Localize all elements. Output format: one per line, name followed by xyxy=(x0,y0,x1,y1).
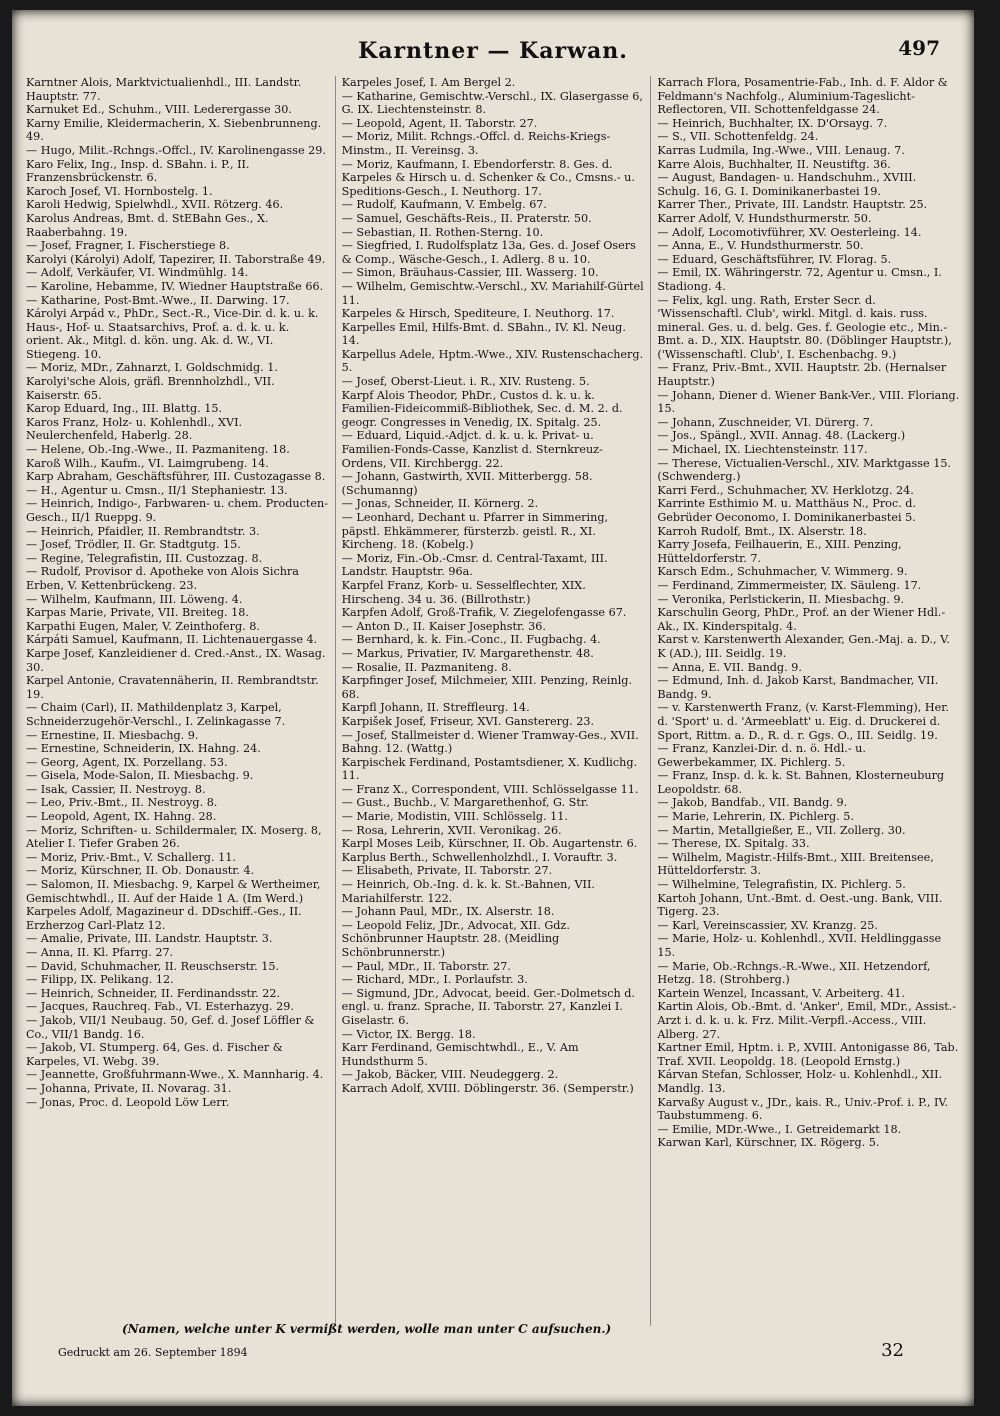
directory-entry: — Leonhard, Dechant u. Pfarrer in Simmering, päpstl. Ehkämmerer, fürsterzb. geistl. R., XI. Kircheng. 18. (Kobelg.) xyxy=(341,511,609,552)
directory-entry: — Marie, Ob.-Rchngs.-R.-Wwe., XII. Hetzendorf, Hetzg. 18. (Strohberg.) xyxy=(657,959,931,987)
directory-entry: — Karoline, Hebamme, IV. Wiedner Hauptstraße 66. xyxy=(26,279,324,293)
directory-entry: Karpas Marie, Private, VII. Breiteg. 18. xyxy=(26,606,249,620)
column-3 xyxy=(651,76,966,1326)
directory-entry: — Rosalie, II. Pazmaniteng. 8. xyxy=(341,660,512,674)
directory-entry: Karpeles & Hirsch, Spediteure, I. Neuthorg. 17. xyxy=(341,307,615,321)
directory-entry: — Jakob, Bäcker, VIII. Neudeggerg. 2. xyxy=(341,1068,559,1082)
directory-entry: — Veronika, Perlstickerin, II. Miesbachg. 9. xyxy=(657,592,905,606)
directory-entry: Karpischek Ferdinand, Postamtsdiener, X. Kudlichg. 11. xyxy=(341,755,638,783)
directory-entry: — Josef, Trödler, II. Gr. Stadtgutg. 15. xyxy=(26,538,241,552)
print-date: Gedruckt am 26. September 1894 xyxy=(58,1346,248,1359)
directory-entry: — Marie, Holz- u. Kohlenhdl., XVII. Heldlinggasse 15. xyxy=(657,932,942,959)
directory-entry: — Johann, Diener d. Wiener Bank-Ver., VIII. Floriang. 15. xyxy=(657,388,960,416)
directory-entry: — Franz, Kanzlei-Dir. d. n. ö. Hdl.- u. Gewerbekammer, IX. Pichlerg. 5. xyxy=(657,742,866,769)
directory-entry: Karpf Alois Theodor, PhDr., Custos d. k. u. k. Familien-Fideicommiß-Bibliothek, Sec. d. M. 2. d. geogr. Congresses in Venedig, IX. Spitalg. 25. xyxy=(341,388,623,429)
directory-entry: — v. Karstenwerth Franz, (v. Karst-Flemming), Her. d. 'Sport' u. d. 'Armeeblatt' u. Eig. d. Druckerei d. Sport, Rittm. a. D., R. d. r. Ggs. O., III. Seidlg. 19. xyxy=(657,701,949,742)
directory-entry: — Regine, Telegrafistin, III. Custozzag. 8. xyxy=(26,551,263,565)
directory-entry: — Heinrich, Ob.-Ing. d. k. k. St.-Bahnen, VII. Mariahilferstr. 122. xyxy=(341,878,595,905)
directory-entry: Karroh Rudolf, Bmt., IX. Alserstr. 18. xyxy=(657,524,867,538)
directory-entry: — Jos., Spängl., XVII. Annag. 48. (Lackerg.) xyxy=(657,429,906,443)
directory-entry: — Michael, IX. Liechtensteinstr. 117. xyxy=(657,443,868,457)
directory-entry: — Josef, Fragner, I. Fischerstiege 8. xyxy=(26,239,230,253)
directory-entry: Kárpáti Samuel, Kaufmann, II. Lichtenauergasse 4. xyxy=(26,633,318,647)
directory-entry: Karpišek Josef, Friseur, XVI. Ganstererg. 23. xyxy=(341,714,595,728)
directory-entry: — Bernhard, k. k. Fin.-Conc., II. Fugbachg. 4. xyxy=(341,633,601,647)
page-number: 497 xyxy=(898,36,940,60)
directory-entry: Karpathi Eugen, Maler, V. Zeinthoferg. 8. xyxy=(26,619,260,633)
directory-entry: Karpelles Emil, Hilfs-Bmt. d. SBahn., IV. Kl. Neug. 14. xyxy=(341,320,626,348)
page-header xyxy=(12,38,974,78)
directory-entry: Karpfen Adolf, Groß-Trafik, V. Ziegelofengasse 67. xyxy=(341,606,627,620)
directory-entry: Kartein Wenzel, Incassant, V. Arbeiterg. 41. xyxy=(657,986,905,1000)
directory-entry: — Wilhelm, Kaufmann, III. Löweng. 4. xyxy=(26,592,243,606)
directory-entry: Karo Felix, Ing., Insp. d. SBahn. i. P., II. Franzensbrückenstr. 6. xyxy=(26,157,250,185)
directory-entry: Karschulin Georg, PhDr., Prof. an der Wiener Hdl.-Ak., IX. Kinderspitalg. 4. xyxy=(657,606,946,633)
directory-entry: Karpeles Josef, I. Am Bergel 2. xyxy=(341,76,516,89)
directory-entry: Karntner Alois, Marktvictualienhdl., III. Landstr. Hauptstr. 77. xyxy=(26,76,302,103)
directory-entry: — Victor, IX. Bergg. 18. xyxy=(341,1027,476,1041)
directory-entry: Karpfl Johann, II. Streffleurg. 14. xyxy=(341,701,530,715)
directory-entry: Karnuket Ed., Schuhm., VIII. Lederergasse 30. xyxy=(26,103,292,117)
directory-entry: — Salomon, II. Miesbachg. 9, Karpel & Wertheimer, Gemischtwhdl., II. Auf der Haide 1 A. (Im Werd.) xyxy=(26,878,321,905)
page-footer xyxy=(12,1306,974,1366)
directory-entry: Kartoh Johann, Unt.-Bmt. d. Oest.-ung. Bank, VIII. Tigerg. 23. xyxy=(657,891,943,919)
directory-entry: — Paul, MDr., II. Taborstr. 27. xyxy=(341,959,511,973)
sheet-number: 32 xyxy=(881,1340,904,1361)
directory-entry: Karny Emilie, Kleidermacherin, X. Siebenbrunneng. 49. xyxy=(26,116,322,144)
directory-entry: — Wilhelm, Gemischtw.-Verschl., XV. Mariahilf-Gürtel 11. xyxy=(341,279,644,307)
directory-entry: — Wilhelm, Magistr.-Hilfs-Bmt., XIII. Breitensee, Hütteldorferstr. 3. xyxy=(657,850,934,878)
directory-entry: — Filipp, IX. Pelikang. 12. xyxy=(26,973,174,987)
directory-entry: — Jeannette, Großfuhrmann-Wwe., X. Mannharig. 4. xyxy=(26,1068,324,1082)
directory-entry: — Anna, II. Kl. Pfarrg. 27. xyxy=(26,946,174,959)
directory-entry: — Rudolf, Kaufmann, V. Embelg. 67. xyxy=(341,198,547,212)
directory-entry: — Therese, IX. Spitalg. 33. xyxy=(657,837,810,851)
directory-entry: Karolyi'sche Alois, gräfl. Brennholzhdl., VII. Kaiserstr. 65. xyxy=(26,375,275,402)
directory-entry: — Adolf, Verkäufer, VI. Windmühlg. 14. xyxy=(26,266,249,280)
directory-entry: — Jakob, VI. Stumperg. 64, Ges. d. Fischer & Karpeles, VI. Webg. 39. xyxy=(26,1041,283,1068)
directory-entry: — Ernestine, II. Miesbachg. 9. xyxy=(26,728,199,742)
directory-entry: — S., VII. Schottenfeldg. 24. xyxy=(657,130,819,144)
directory-entry: — Karl, Vereinscassier, XV. Kranzg. 25. xyxy=(657,918,878,932)
directory-entry: — Jakob, VII/1 Neubaug. 50, Gef. d. Josef Löffler & Co., VII/1 Bandg. 16. xyxy=(26,1013,315,1041)
directory-entry: Karry Josefa, Feilhauerin, E., XIII. Penzing, Hütteldorferstr. 7. xyxy=(657,538,902,565)
column-2 xyxy=(336,76,652,1326)
directory-entry: Karrach Adolf, XVIII. Döblingerstr. 36. (Semperstr.) xyxy=(341,1081,634,1095)
directory-entry: Karos Franz, Holz- u. Kohlenhdl., XVI. Neulerchenfeld, Haberlg. 28. xyxy=(26,415,243,443)
directory-entry: — Sebastian, II. Rothen-Sterng. 10. xyxy=(341,225,544,239)
directory-entry: Karst v. Karstenwerth Alexander, Gen.-Maj. a. D., V. K (AD.), III. Seidlg. 19. xyxy=(657,633,950,660)
directory-entry: — Amalie, Private, III. Landstr. Hauptstr. 3. xyxy=(26,932,273,946)
directory-entry: — Rosa, Lehrerin, XVII. Veronikag. 26. xyxy=(341,823,562,837)
directory-entry: — Helene, Ob.-Ing.-Wwe., II. Pazmaniteng. 18. xyxy=(26,443,290,457)
directory-entry: Karop Eduard, Ing., III. Blattg. 15. xyxy=(26,402,223,416)
directory-columns xyxy=(20,76,966,1326)
directory-entry: — Rudolf, Provisor d. Apotheke von Alois Sichra Erben, V. Kettenbrückeng. 23. xyxy=(26,565,299,592)
directory-entry: — Jonas, Schneider, II. Körnerg. 2. xyxy=(341,497,539,511)
page-title: Karntner — Karwan. xyxy=(358,38,628,64)
directory-entry: — August, Bandagen- u. Handschuhm., XVIII. Schulg. 16, G. I. Dominikanerbastei 19. xyxy=(657,171,917,198)
directory-entry: — Eduard, Liquid.-Adjct. d. k. u. k. Privat- u. Familien-Fonds-Casse, Kanzlist d. Sternkreuz-Ordens, VII. Kirchbergg. 22. xyxy=(341,429,603,470)
directory-entry: — Hugo, Milit.-Rchngs.-Offcl., IV. Karolinengasse 29. xyxy=(26,143,326,157)
directory-entry: — Elisabeth, Private, II. Taborstr. 27. xyxy=(341,864,553,878)
directory-entry: — Gust., Buchb., V. Margarethenhof, G. Str. xyxy=(341,796,589,810)
directory-entry: — Johanna, Private, II. Novarag. 31. xyxy=(26,1081,232,1095)
directory-entry: — Marie, Modistin, VIII. Schlösselg. 11. xyxy=(341,810,568,824)
directory-entry: Kárvan Stefan, Schlosser, Holz- u. Kohlenhdl., XII. Mandlg. 13. xyxy=(657,1068,943,1095)
directory-entry: — Katharine, Post-Bmt.-Wwe., II. Darwing. 17. xyxy=(26,293,290,307)
directory-entry: Karrach Flora, Posamentrie-Fab., Inh. d. F. Aldor & Feldmann's Nachfolg., Aluminium-Tageslicht-Reflectoren, VII. Schottenfeldgasse 24. xyxy=(657,76,948,117)
directory-entry: Karrinte Esthimio M. u. Matthäus N., Proc. d. Gebrüder Oeconomo, I. Dominikanerbastei 5. xyxy=(657,497,917,524)
directory-entry: Karri Ferd., Schuhmacher, XV. Herklotzg. 24. xyxy=(657,483,914,497)
directory-entry: Károlyi Arpád v., PhDr., Sect.-R., Vice-Dir. d. k. u. k. Haus-, Hof- u. Staatsarchivs, Prof. a. d. k. u. k. orient. Ak., Mitgl. d. kön. ung. Ak. d. W., VI. Stiegeng. 10. xyxy=(26,307,319,361)
directory-entry: — Samuel, Geschäfts-Reis., II. Praterstr. 50. xyxy=(341,211,592,225)
directory-entry: — Leo, Priv.-Bmt., II. Nestroyg. 8. xyxy=(26,796,218,810)
directory-entry: Karoli Hedwig, Spielwhdl., XVII. Rötzerg. 46. xyxy=(26,198,284,212)
directory-entry: Karp Abraham, Geschäftsführer, III. Custozagasse 8. xyxy=(26,470,326,484)
directory-entry: Karpfinger Josef, Milchmeier, XIII. Penzing, Reinlg. 68. xyxy=(341,674,632,701)
directory-entry: Karras Ludmila, Ing.-Wwe., VIII. Lenaug. 7. xyxy=(657,143,905,157)
directory-entry: — Franz X., Correspondent, VIII. Schlösselgasse 11. xyxy=(341,782,639,796)
directory-entry: — Martin, Metallgießer, E., VII. Zollerg. 30. xyxy=(657,823,906,837)
directory-entry: — Therese, Victualien-Verschl., XIV. Marktgasse 15. (Schwenderg.) xyxy=(657,456,951,484)
directory-entry: — Johann, Gastwirth, XVII. Mitterbergg. 58. (Schumanng) xyxy=(341,470,593,497)
directory-entry: Karoch Josef, VI. Hornbostelg. 1. xyxy=(26,184,213,198)
directory-entry: Karre Alois, Buchhalter, II. Neustiftg. 36. xyxy=(657,157,891,171)
directory-entry: Karolyi (Károlyi) Adolf, Tapezirer, II. Taborstraße 49. xyxy=(26,252,326,266)
directory-entry: — Ernestine, Schneiderin, IX. Hahng. 24. xyxy=(26,742,261,756)
directory-entry: — Siegfried, I. Rudolfsplatz 13a, Ges. d. Josef Osers & Comp., Wäsche-Gesch., I. Adlerg. 8 u. 10. xyxy=(341,239,636,266)
directory-entry: — Moriz, Priv.-Bmt., V. Schallerg. 11. xyxy=(26,850,236,864)
directory-entry: — Moriz, Fin.-Ob.-Cmsr. d. Central-Taxamt, III. Landstr. Hauptstr. 96a. xyxy=(341,551,608,579)
directory-entry: — Richard, MDr., I. Porlaufstr. 3. xyxy=(341,973,528,987)
directory-entry: — Jakob, Bandfab., VII. Bandg. 9. xyxy=(657,796,848,810)
directory-entry: — Simon, Bräuhaus-Cassier, III. Wasserg. 10. xyxy=(341,266,599,280)
directory-entry: Kartin Alois, Ob.-Bmt. d. 'Anker', Emil, MDr., Assist.-Arzt i. d. k. u. k. Frz. Milit.-Verpfl.-Access., VIII. Alberg. 27. xyxy=(657,1000,957,1041)
directory-entry: Karplus Berth., Schwellenholzhdl., I. Vorauftr. 3. xyxy=(341,850,618,864)
directory-entry: Karpellus Adele, Hptm.-Wwe., XIV. Rustenschacherg. 5. xyxy=(341,347,644,375)
directory-entry: — Johann Paul, MDr., IX. Alserstr. 18. xyxy=(341,905,555,919)
directory-entry: Karr Ferdinand, Gemischtwhdl., E., V. Am Hundsthurm 5. xyxy=(341,1041,579,1068)
directory-entry: Karpe Josef, Kanzleidiener d. Cred.-Anst., IX. Wasag. 30. xyxy=(26,646,326,674)
directory-entry: — David, Schuhmacher, II. Reuschserstr. 15. xyxy=(26,959,280,973)
directory-entry: — Felix, kgl. ung. Rath, Erster Secr. d. 'Wissenschaftl. Club', wirkl. Mitgl. d. kais. russ. mineral. Ges. u. d. belg. Ges. f. Geologie etc., Min.-Bmt. a. D., XIX. Hauptstr. 80. (Döblinger Hauptstr.), ('Wissenschaftl. Club', I. Eschenbachg. 9.) xyxy=(657,293,952,361)
directory-entry: — Edmund, Inh. d. Jakob Karst, Bandmacher, VII. Bandg. 9. xyxy=(657,674,939,701)
directory-entry: — Georg, Agent, IX. Porzellang. 53. xyxy=(26,755,228,769)
directory-entry: — Chaim (Carl), II. Mathildenplatz 3, Karpel, Schneiderzugehör-Verschl., I. Zelinkagasse 7. xyxy=(26,701,286,728)
directory-entry: — Leopold, Agent, IX. Hahng. 28. xyxy=(26,810,217,824)
directory-entry: — Moriz, Schriften- u. Schildermaler, IX. Moserg. 8, Atelier I. Tiefer Graben 26. xyxy=(26,823,322,851)
directory-entry: Karsch Edm., Schuhmacher, V. Wimmerg. 9. xyxy=(657,565,908,579)
directory-entry: — Leopold Feliz, JDr., Advocat, XII. Gdz. Schönbrunner Hauptstr. 28. (Meidling Schönbrunnerstr.) xyxy=(341,918,570,959)
directory-entry: — Moriz, Kürschner, II. Ob. Donaustr. 4. xyxy=(26,864,255,878)
directory-entry: — Heinrich, Schneider, II. Ferdinandsstr. 22. xyxy=(26,986,281,1000)
footer-note: (Namen, welche unter K vermißt werden, wolle man unter C aufsuchen.) xyxy=(122,1322,612,1336)
directory-entry: — Heinrich, Indigo-, Farbwaren- u. chem. Producten-Gesch., II/1 Rueppg. 9. xyxy=(26,497,328,524)
directory-entry: — Josef, Stallmeister d. Wiener Tramway-Ges., XVII. Bahng. 12. (Wattg.) xyxy=(341,728,639,756)
directory-entry: — Anna, E., V. Hundsthurmerstr. 50. xyxy=(657,239,864,253)
directory-entry: — Sigmund, JDr., Advocat, beeid. Ger.-Dolmetsch d. engl. u. franz. Sprache, II. Taborstr. 27, Kanzlei I. Giselastr. 6. xyxy=(341,986,635,1027)
directory-page xyxy=(12,10,974,1406)
directory-entry: — Adolf, Locomotivführer, XV. Oesterleing. 14. xyxy=(657,225,922,239)
directory-entry: — Heinrich, Buchhalter, IX. D'Orsayg. 7. xyxy=(657,116,888,130)
directory-entry: — Leopold, Agent, II. Taborstr. 27. xyxy=(341,116,538,130)
directory-entry: — Katharine, Gemischtw.-Verschl., IX. Glasergasse 6, G. IX. Liechtensteinstr. 8. xyxy=(341,89,643,117)
directory-entry: — Wilhelmine, Telegrafistin, IX. Pichlerg. 5. xyxy=(657,878,906,892)
directory-entry: — Anna, E. VII. Bandg. 9. xyxy=(657,660,802,674)
directory-entry: — Isak, Cassier, II. Nestroyg. 8. xyxy=(26,782,206,796)
directory-entry: Karoß Wilh., Kaufm., VI. Laimgrubeng. 14. xyxy=(26,456,269,470)
directory-entry: — Emilie, MDr.-Wwe., I. Getreidemarkt 18. xyxy=(657,1122,902,1136)
directory-entry: Kartner Emil, Hptm. i. P., XVIII. Antonigasse 86, Tab. Traf. XVII. Leopoldg. 18. (Leopold Ernstg.) xyxy=(657,1041,959,1068)
directory-entry: — Jacques, Rauchreq. Fab., VI. Esterhazyg. 29. xyxy=(26,1000,294,1014)
directory-entry: — Ferdinand, Zimmermeister, IX. Säuleng. 17. xyxy=(657,578,922,592)
directory-entry: — Josef, Oberst-Lieut. i. R., XIV. Rusteng. 5. xyxy=(341,375,590,389)
directory-entry: — Moriz, Kaufmann, I. Ebendorferstr. 8. Ges. d. Karpeles & Hirsch u. d. Schenker & Co., Cmsns.- u. Speditions-Gesch., I. Neuthorg. 17. xyxy=(341,157,635,198)
directory-entry: — Johann, Zuschneider, VI. Dürerg. 7. xyxy=(657,415,874,429)
directory-entry: Karrer Ther., Private, III. Landstr. Hauptstr. 25. xyxy=(657,198,928,212)
directory-entry: — Anton D., II. Kaiser Josephstr. 36. xyxy=(341,619,546,633)
directory-entry: Karpeles Adolf, Magazineur d. DDschiff.-Ges., II. Erzherzog Carl-Platz 12. xyxy=(26,905,302,932)
directory-entry: — Gisela, Mode-Salon, II. Miesbachg. 9. xyxy=(26,769,254,783)
directory-entry: Karwan Karl, Kürschner, IX. Rögerg. 5. xyxy=(657,1136,880,1150)
directory-entry: — Franz, Insp. d. k. k. St. Bahnen, Klosterneuburg Leopoldstr. 68. xyxy=(657,769,945,796)
directory-entry: Karpl Moses Leib, Kürschner, II. Ob. Augartenstr. 6. xyxy=(341,837,638,851)
column-1 xyxy=(20,76,336,1326)
directory-entry: Karolus Andreas, Bmt. d. StEBahn Ges., X. Raaberbahng. 19. xyxy=(26,211,269,239)
directory-entry: — Moriz, MDr., Zahnarzt, I. Goldschmidg. 1. xyxy=(26,361,278,375)
directory-entry: — Eduard, Geschäftsführer, IV. Florag. 5. xyxy=(657,252,892,266)
directory-entry: — H., Agentur u. Cmsn., II/1 Stephaniestr. 13. xyxy=(26,483,288,497)
directory-entry: — Emil, IX. Währingerstr. 72, Agentur u. Cmsn., I. Stadiong. 4. xyxy=(657,266,942,293)
directory-entry: Karpfel Franz, Korb- u. Sesselflechter, XIX. Hirscheng. 34 u. 36. (Billrothstr.) xyxy=(341,578,586,606)
directory-entry: — Markus, Privatier, IV. Margarethenstr. 48. xyxy=(341,646,594,660)
directory-entry: — Marie, Lehrerin, IX. Pichlerg. 5. xyxy=(657,810,854,824)
directory-entry: — Moriz, Milit. Rchngs.-Offcl. d. Reichs-Kriegs-Minstm., II. Vereinsg. 3. xyxy=(341,130,611,157)
directory-entry: Karvaßy August v., JDr., kais. R., Univ.-Prof. i. P., IV. Taubstummeng. 6. xyxy=(657,1095,949,1123)
directory-entry: Karrer Adolf, V. Hundsthurmerstr. 50. xyxy=(657,211,872,225)
directory-entry: — Franz, Priv.-Bmt., XVII. Hauptstr. 2b. (Hernalser Hauptstr.) xyxy=(657,361,947,389)
directory-entry: — Heinrich, Pfaidler, II. Rembrandtstr. 3. xyxy=(26,524,260,538)
directory-entry: Karpel Antonie, Cravatennäherin, II. Rembrandtstr. 19. xyxy=(26,674,319,701)
directory-entry: — Jonas, Proc. d. Leopold Löw Lerr. xyxy=(26,1095,230,1109)
